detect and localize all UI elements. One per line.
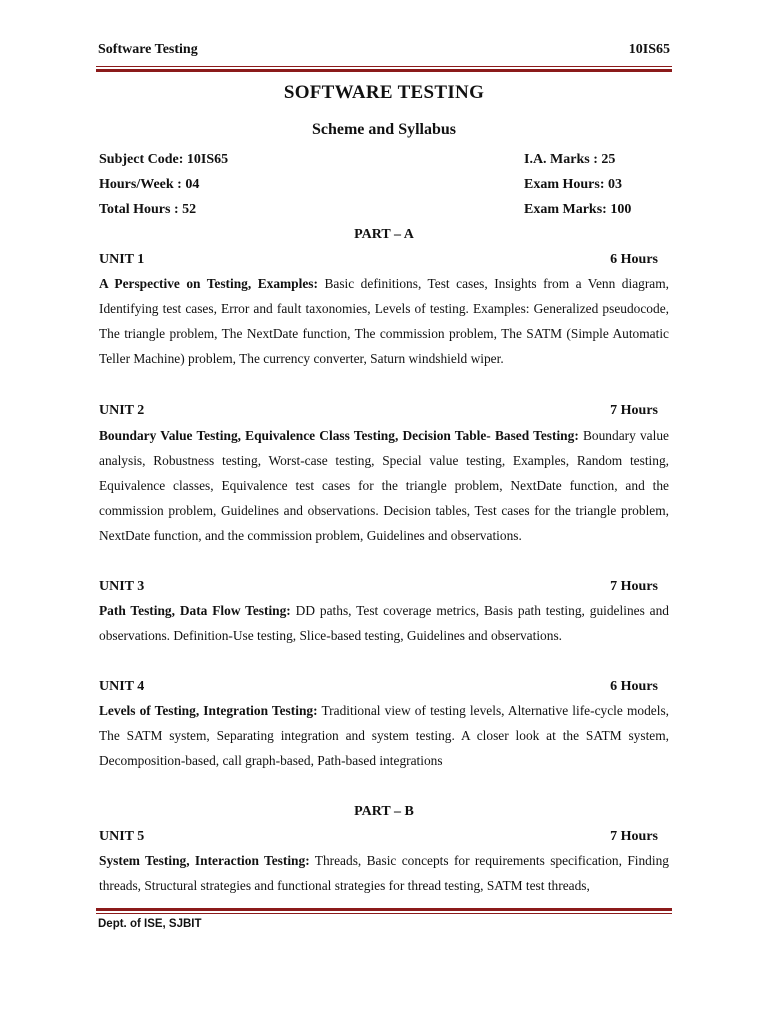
unit-5-name: UNIT 5 [99, 829, 145, 844]
unit-3-name: UNIT 3 [99, 579, 145, 594]
page-subtitle: Scheme and Syllabus [311, 121, 457, 138]
footer-rule-thick [96, 908, 672, 911]
page-footer: Dept. of ISE, SJBIT [98, 918, 202, 930]
unit-2-text: Boundary value analysis, Robustness testing, Worst-case testing, Special value testing, Examples, Random testing, Equivalence classes, Equivalence test cases for the triangle problem, NextDate function, and the commission problem, Guidelines and observations. Decision tables, Test cases for the triangle problem, NextDate function, and the commission problem, Guidelines and observations. [99, 428, 669, 543]
unit-4-topic: Levels of Testing, Integration Testing: [99, 703, 318, 718]
unit-4-hours: 6 Hours [610, 679, 658, 694]
unit-5-text: Threads, Basic concepts for requirements specification, Finding threads, Structural strategies and functional strategies for thread testing, SATM test threads, [99, 853, 669, 893]
unit-3-hours: 7 Hours [610, 579, 658, 594]
page-header [98, 42, 670, 62]
exam-marks: Exam Marks: 100 [524, 202, 632, 217]
unit-3-content [99, 598, 669, 648]
ia-marks: I.A. Marks : 25 [524, 152, 616, 167]
unit-2-content [99, 423, 669, 548]
unit-4-content [99, 698, 669, 773]
part-b-heading: PART – B [354, 804, 414, 819]
meta-row-2 [99, 177, 669, 193]
header-rule [96, 66, 672, 67]
unit-2-heading [99, 403, 658, 419]
meta-row-1 [99, 152, 669, 168]
header-course-title: Software Testing [98, 42, 198, 57]
unit-1-hours: 6 Hours [610, 252, 658, 267]
subject-code: Subject Code: 10IS65 [99, 152, 229, 167]
unit-1-heading [99, 252, 658, 268]
footer-rule [96, 913, 672, 914]
unit-4-name: UNIT 4 [99, 679, 145, 694]
hours-week: Hours/Week : 04 [99, 177, 200, 192]
exam-hours: Exam Hours: 03 [524, 177, 622, 192]
unit-5-hours: 7 Hours [610, 829, 658, 844]
meta-row-3 [99, 202, 669, 218]
part-a-heading: PART – A [354, 227, 414, 242]
unit-1-name: UNIT 1 [99, 252, 145, 267]
unit-5-topic: System Testing, Interaction Testing: [99, 853, 310, 868]
header-course-code: 10IS65 [628, 42, 670, 57]
unit-3-topic: Path Testing, Data Flow Testing: [99, 603, 291, 618]
unit-2-name: UNIT 2 [99, 403, 145, 418]
unit-4-text: Traditional view of testing levels, Alternative life-cycle models, The SATM system, Separating integration and system testing. A closer look at the SATM system, Decomposition-based, call graph-based, Path-based integrations [99, 703, 669, 768]
unit-2-topic: Boundary Value Testing, Equivalence Class Testing, Decision Table- Based Testing: [99, 428, 579, 443]
unit-4-heading [99, 679, 658, 695]
page-title: SOFTWARE TESTING [283, 82, 485, 103]
unit-1-topic: A Perspective on Testing, Examples: [99, 276, 318, 291]
total-hours: Total Hours : 52 [99, 202, 197, 217]
unit-1-text: Basic definitions, Test cases, Insights from a Venn diagram, Identifying test cases, Error and fault taxonomies, Levels of testing. Examples: Generalized pseudocode, The triangle problem, The NextDate function, The commission problem, The SATM (Simple Automatic Teller Machine) problem, The currency converter, Saturn windshield wiper. [99, 276, 670, 366]
unit-3-text: DD paths, Test coverage metrics, Basis path testing, guidelines and observations. Definition-Use testing, Slice-based testing, Guidelines and observations. [99, 603, 670, 643]
header-rule-thick [96, 69, 672, 72]
unit-1-content [99, 271, 669, 371]
unit-3-heading [99, 579, 658, 595]
unit-5-content [99, 848, 669, 898]
unit-2-hours: 7 Hours [610, 403, 658, 418]
unit-5-heading [99, 829, 658, 845]
